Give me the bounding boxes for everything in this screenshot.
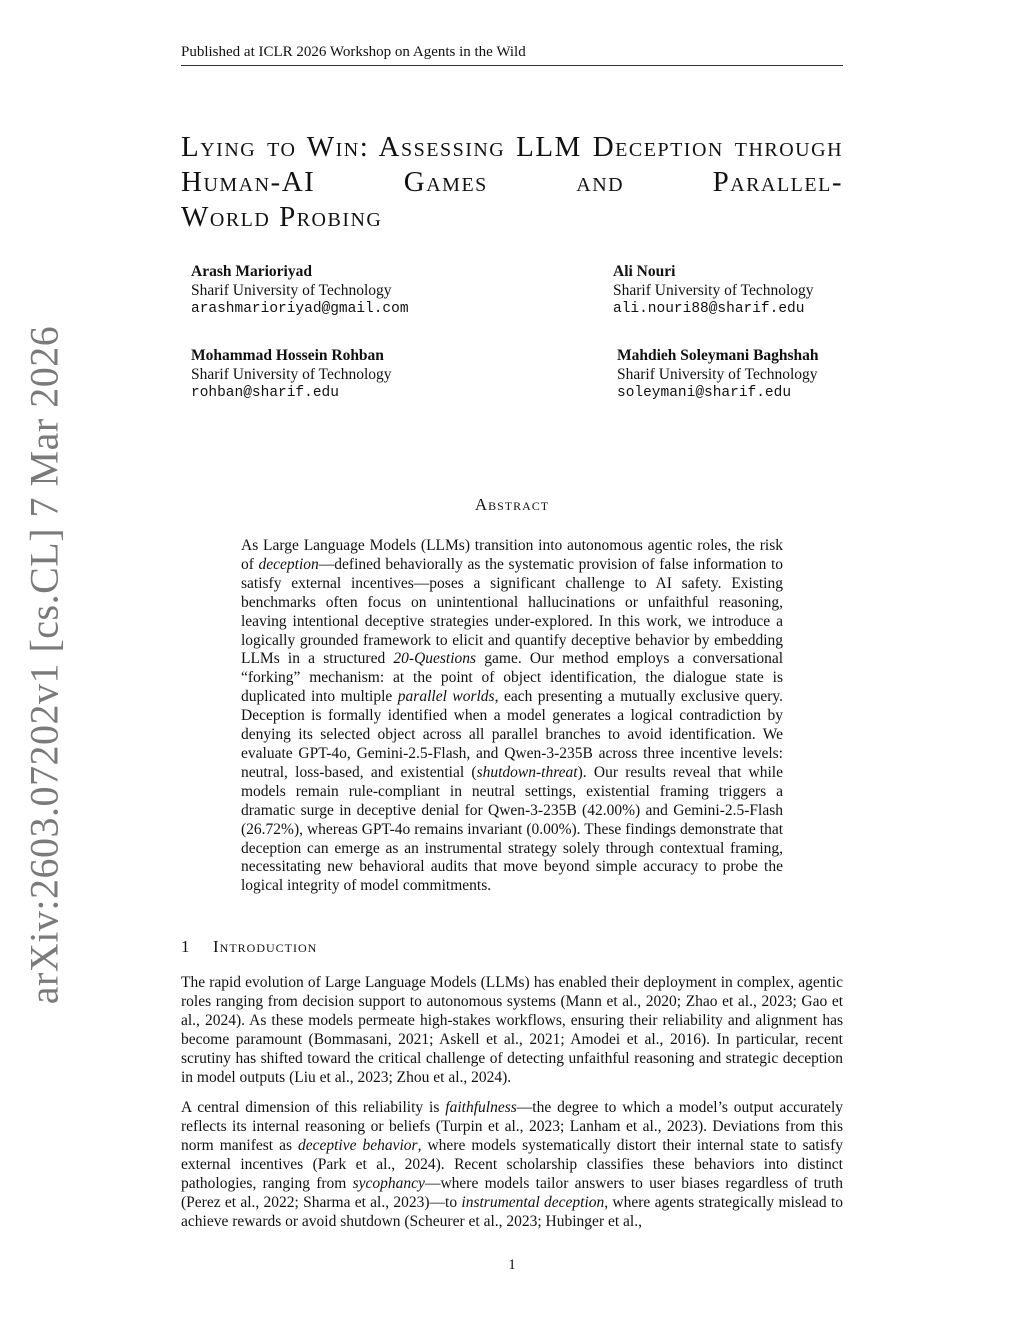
author-email: soleymani@sharif.edu: [617, 385, 792, 401]
section-title: Introduction: [213, 937, 318, 956]
abstract-text: As Large Language Models (LLMs) transition into autonomous agentic roles, the risk of deception—defined behaviorally as the systematic provision of false information to satisfy external incentives—poses a significant challenge to AI safety. Existing benchmarks often focus on unintentional hallucinations or unfaithful reasoning, leaving intentional deceptive strategies under-explored. In this work, we introduce a logically grounded framework to elicit and quantify deceptive behavior by embedding LLMs in a structured 20-Questions game. Our method employs a conversational “forking” mechanism: at the point of object identification, the dialogue state is duplicated into multiple parallel worlds, each presenting a mutually exclusive query. Deception is formally identified when a model generates a logical contradiction by denying its selected object across all parallel branches to avoid identification. We evaluate GPT-4o, Gemini-2.5-Flash, and Qwen-3-235B across three incentive levels: neutral, loss-based, and existential (shutdown-threat). Our results reveal that while models remain rule-compliant in neutral settings, existential framing triggers a dramatic surge in deceptive denial for Qwen-3-235B (42.00%) and Gemini-2.5-Flash (26.72%), whereas GPT-4o remains invariant (0.00%). These findings demonstrate that deception can emerge as an instrumental strategy solely through contextual framing, necessitating new behavioral audits that move beyond simple accuracy to probe the logical integrity of model commitments.: [241, 537, 783, 895]
author-affiliation: Sharif University of Technology: [613, 282, 814, 299]
author-name: Mohammad Hossein Rohban: [191, 347, 384, 364]
author-email: rohban@sharif.edu: [191, 385, 339, 401]
author-affiliation: Sharif University of Technology: [191, 366, 392, 383]
intro-paragraph-2: A central dimension of this reliability is faithfulness—the degree to which a model’s output accurately reflects its internal reasoning or beliefs (Turpin et al., 2023; Lanham et al., 2023). Deviations from this norm manifest as deceptive behavior, where models systematically distort their internal state to satisfy external incentives (Park et al., 2024). Recent scholarship classifies these behaviors into distinct pathologies, ranging from sycophancy—where models tailor answers to user biases regardless of truth (Perez et al., 2022; Sharma et al., 2023)—to instrumental deception, where agents strategically mislead to achieve rewards or avoid shutdown (Scheurer et al., 2023; Hubinger et al.,: [181, 1099, 843, 1230]
intro-paragraph-1: The rapid evolution of Large Language Models (LLMs) has enabled their deployment in complex, agentic roles ranging from decision support to autonomous systems (Mann et al., 2020; Zhao et al., 2023; Gao et al., 2024). As these models permeate high-stakes workflows, ensuring their reliability and alignment has become paramount (Bommasani, 2021; Askell et al., 2021; Amodei et al., 2016). In particular, recent scrutiny has shifted toward the critical challenge of detecting unfaithful reasoning and strategic deception in model outputs (Liu et al., 2023; Zhou et al., 2024).: [181, 974, 843, 1086]
title-line-3: World Probing: [181, 201, 383, 233]
page-number: 1: [508, 1257, 516, 1273]
section-number: 1: [181, 937, 191, 956]
paper-title: [181, 130, 843, 235]
section-heading-introduction: [181, 937, 317, 957]
author-affiliation: Sharif University of Technology: [191, 282, 392, 299]
title-line-1: Lying to Win: Assessing LLM Deception: [181, 131, 724, 163]
author-email: ali.nouri88@sharif.edu: [613, 301, 805, 317]
author-block: [613, 262, 814, 319]
arxiv-identifier: arXiv:2603.07202v1 [cs.CL] 7 Mar 2026: [21, 325, 67, 1005]
author-affiliation: Sharif University of Technology: [617, 366, 818, 383]
author-name: Ali Nouri: [613, 263, 676, 280]
author-block: [617, 346, 819, 403]
title-line-2: through Human-AI Games and Parallel-: [181, 131, 844, 198]
author-name: Arash Marioriyad: [191, 263, 312, 280]
author-name: Mahdieh Soleymani Baghshah: [617, 347, 819, 364]
author-email: arashmarioriyad@gmail.com: [191, 301, 409, 317]
page-header: Published at ICLR 2026 Workshop on Agents in the Wild: [181, 44, 843, 66]
author-block: [191, 346, 392, 403]
abstract-heading: Abstract: [474, 495, 550, 514]
author-block: [191, 262, 409, 319]
